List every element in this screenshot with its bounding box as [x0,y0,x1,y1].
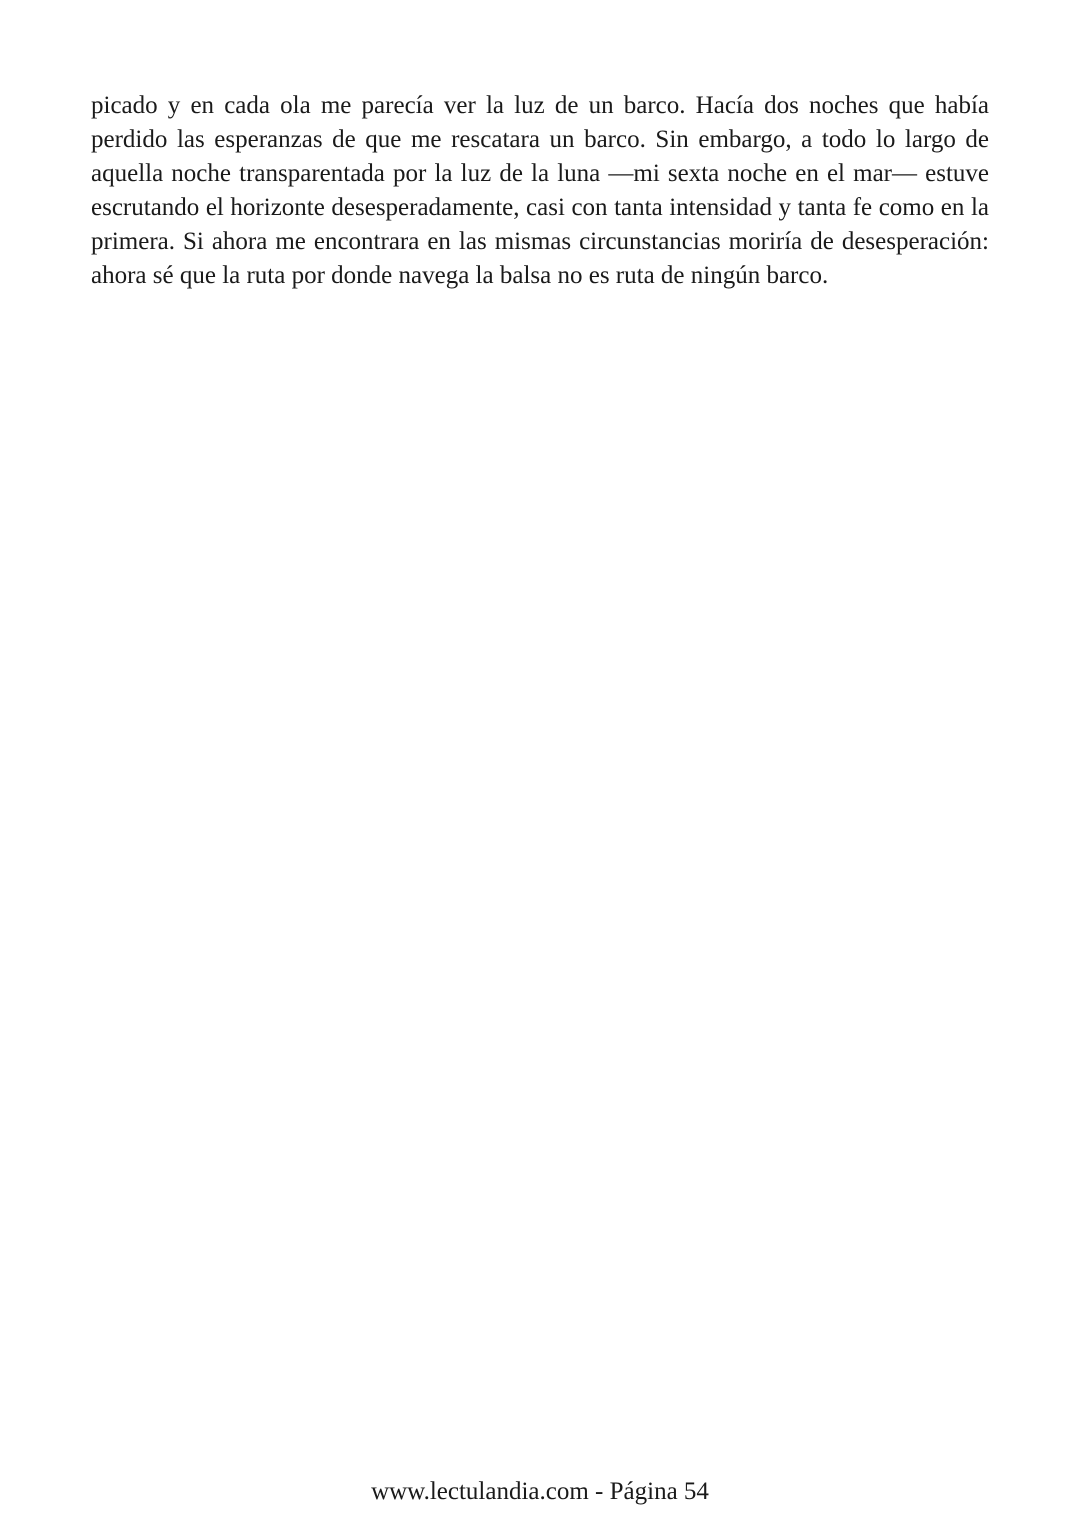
body-paragraph: picado y en cada ola me parecía ver la luz de un barco. Hacía dos noches que había perdido las esperanzas de que me rescatara un barco. Sin embargo, a todo lo largo de aquella noche transparentada por la luz de la luna —mi sexta noche en el mar— estuve escrutando el horizonte desesperadamente, casi con tanta intensidad y tanta fe como en la primera. Si ahora me encontrara en las mismas circunstancias moriría de desesperación: ahora sé que la ruta por donde navega la balsa no es ruta de ningún barco. [91,92,989,289]
page-footer: www.lectulandia.com - Página 54 [371,1478,709,1505]
